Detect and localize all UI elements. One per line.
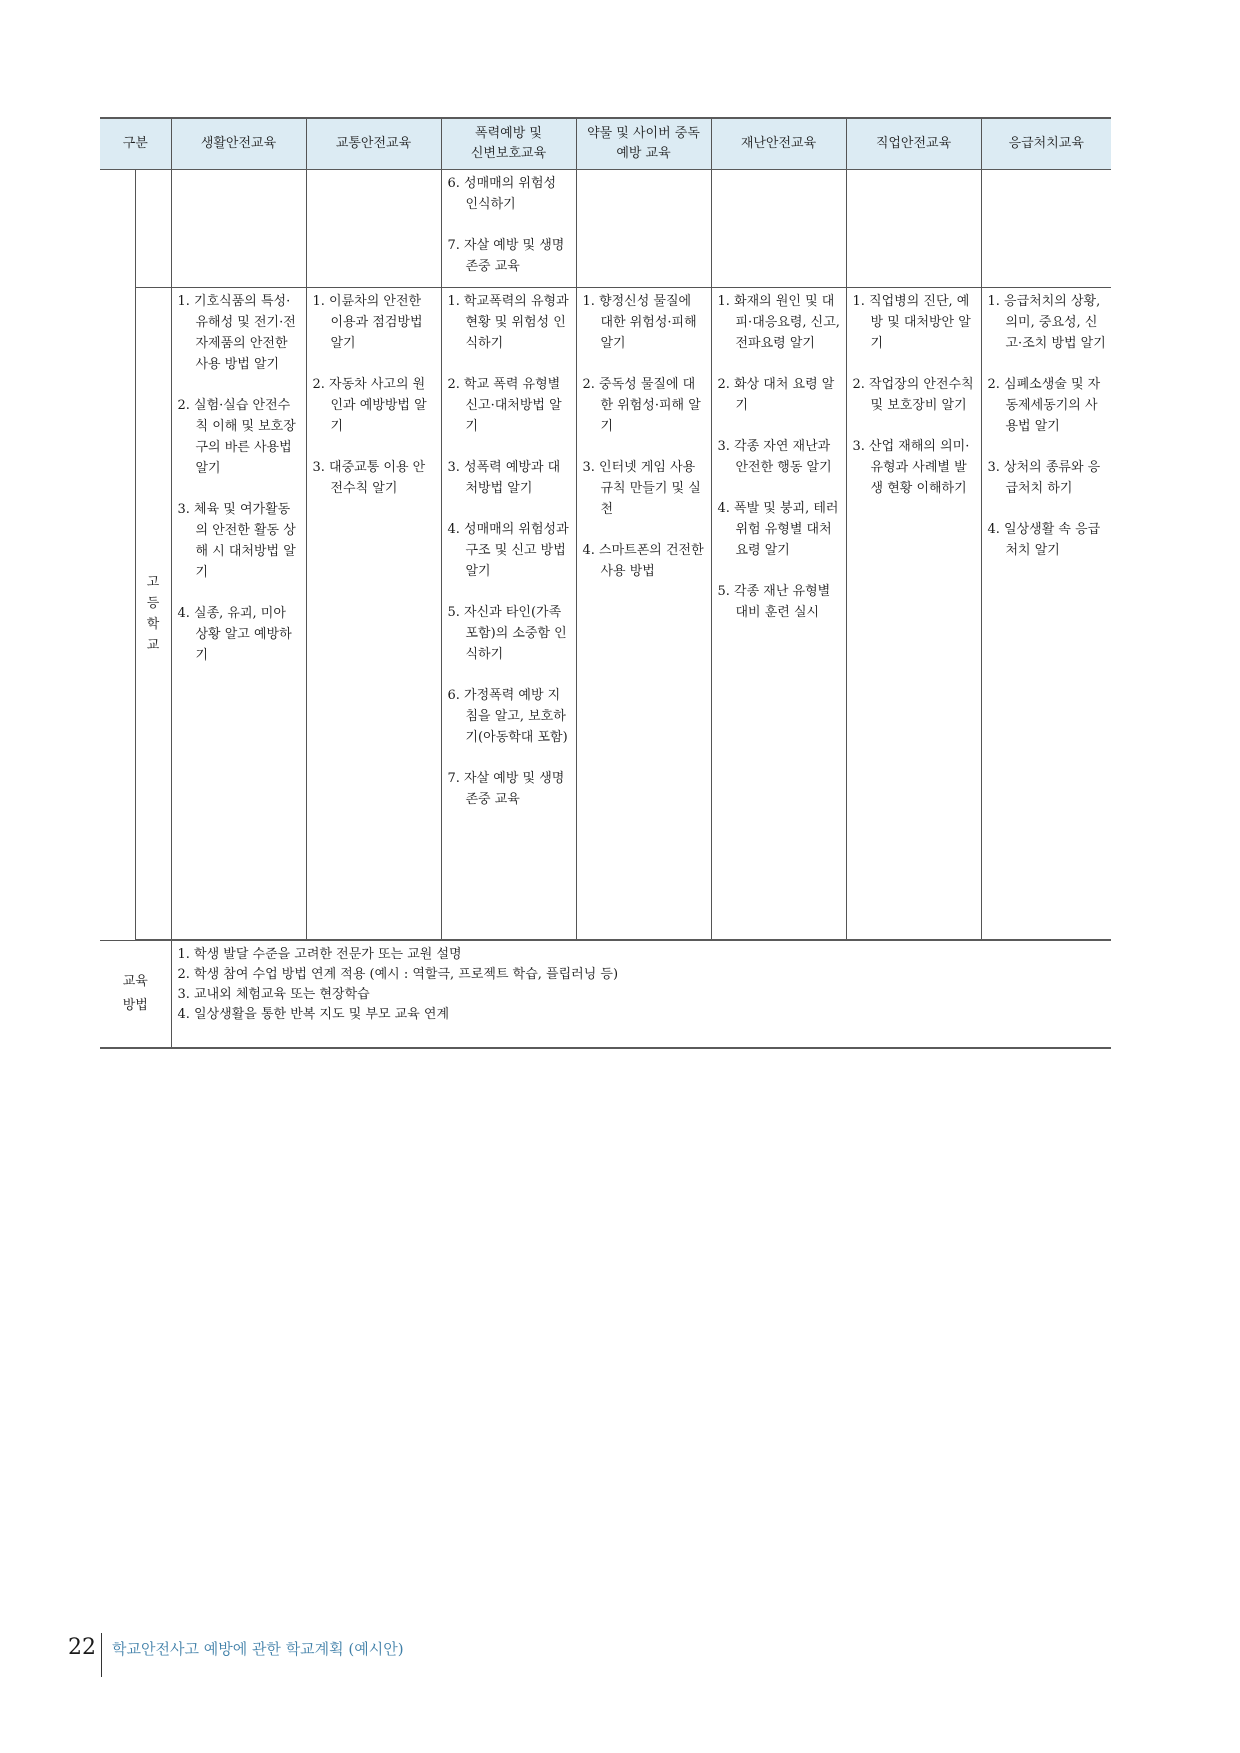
list-item: 4. 폭발 및 붕괴, 테러 위험 유형별 대처 요령 알기 [717, 501, 839, 558]
list-item: 1. 이륜차의 안전한 이용과 점검방법 알기 [312, 294, 423, 351]
method-item: 1. 학생 발달 수준을 고려한 전문가 또는 교원 설명 [177, 947, 462, 962]
header-row [100, 118, 1111, 170]
list-item: 1. 기호식품의 특성·유해성 및 전기·전자제품의 안전한 사용 방법 알기 [177, 294, 296, 372]
high-school-label [135, 288, 171, 941]
list-item: 6. 성매매의 위험성 인식하기 [447, 176, 557, 212]
header-first-aid: 응급처치교육 [981, 118, 1111, 170]
continued-col-3 [441, 170, 576, 288]
page-number: 22 [68, 1635, 96, 1660]
education-method-label: 교육 방법 [100, 940, 171, 1048]
list-item: 2. 심폐소생술 및 자동제세동기의 사용법 알기 [987, 377, 1101, 434]
method-item: 4. 일상생활을 통한 반복 지도 및 부모 교육 연계 [177, 1007, 450, 1022]
label-char: 등 [146, 595, 160, 611]
list-item: 2. 학교 폭력 유형별 신고·대처방법 알기 [447, 377, 562, 434]
list-item: 1. 학교폭력의 유형과 현황 및 위험성 인식하기 [447, 294, 569, 351]
list-item: 4. 스마트폰의 건전한 사용 방법 [582, 543, 704, 579]
continued-col-7 [981, 170, 1111, 288]
list-item: 1. 화재의 원인 및 대피·대응요령, 신고, 전파요령 알기 [717, 294, 840, 351]
header-traffic-safety: 교통안전교육 [306, 118, 441, 170]
footer-title: 학교안전사고 예방에 관한 학교계획 (예시안) [112, 1640, 404, 1658]
hs-life-safety [171, 288, 306, 941]
list-item: 5. 각종 재난 유형별 대비 훈련 실시 [717, 584, 831, 620]
hs-traffic-safety [306, 288, 441, 941]
continued-col-4 [576, 170, 711, 288]
list-item: 1. 향정신성 물질에 대한 위험성·피해 알기 [582, 294, 697, 351]
list-item: 3. 상처의 종류와 응급처치 하기 [987, 460, 1101, 496]
list-item: 6. 가정폭력 예방 지침을 알고, 보호하기(아동학대 포함) [447, 688, 568, 745]
method-item: 3. 교내외 체험교육 또는 현장학습 [177, 987, 370, 1002]
hs-first-aid [981, 288, 1111, 941]
label-char: 교 [146, 637, 160, 653]
header-disaster-safety: 재난안전교육 [711, 118, 846, 170]
continued-school-label [135, 170, 171, 288]
list-item: 2. 화상 대처 요령 알기 [717, 377, 835, 413]
education-method-row [100, 940, 1111, 1048]
list-item: 4. 성매매의 위험성과 구조 및 신고 방법 알기 [447, 522, 569, 579]
method-item: 2. 학생 참여 수업 방법 연계 적용 (예시 : 역할극, 프로젝트 학습, 플립러닝 등) [177, 967, 619, 982]
label-char: 학 [146, 616, 160, 632]
hs-violence-prevention [441, 288, 576, 941]
list-item: 1. 응급처치의 상황, 의미, 중요성, 신고·조치 방법 알기 [987, 294, 1106, 351]
high-school-row [100, 288, 1111, 941]
list-item: 5. 자신과 타인(가족 포함)의 소중함 인식하기 [447, 605, 567, 662]
list-item: 2. 작업장의 안전수칙 및 보호장비 알기 [852, 377, 974, 413]
list-item: 2. 실험·실습 안전수칙 이해 및 보호장구의 바른 사용법 알기 [177, 398, 296, 476]
continued-col-6 [846, 170, 981, 288]
header-life-safety: 생활안전교육 [171, 118, 306, 170]
list-item: 1. 직업병의 진단, 예방 및 대처방안 알기 [852, 294, 971, 351]
header-occupational-safety: 직업안전교육 [846, 118, 981, 170]
list-item: 2. 자동차 사고의 원인과 예방방법 알기 [312, 377, 427, 434]
list-item: 3. 각종 자연 재난과 안전한 행동 알기 [717, 439, 832, 475]
continued-col-2 [306, 170, 441, 288]
safety-plan-table [100, 117, 1111, 1049]
list-item: 4. 실종, 유괴, 미아 상황 알고 예방하기 [177, 606, 292, 663]
hs-occupational-safety [846, 288, 981, 941]
footer-divider [101, 1633, 102, 1677]
list-item: 3. 체육 및 여가활동의 안전한 활동 상해 시 대처방법 알기 [177, 502, 296, 580]
continued-col-1 [171, 170, 306, 288]
continued-col-5 [711, 170, 846, 288]
header-violence-prevention: 폭력예방 및 신변보호교육 [441, 118, 576, 170]
list-item: 4. 일상생활 속 응급처치 알기 [987, 522, 1101, 558]
header-addiction-prevention: 약물 및 사이버 중독 예방 교육 [576, 118, 711, 170]
category-side-blank [100, 170, 135, 941]
list-item: 3. 인터넷 게임 사용 규칙 만들기 및 실천 [582, 460, 701, 517]
hs-disaster-safety [711, 288, 846, 941]
continued-row [100, 170, 1111, 288]
label-char: 고 [146, 574, 160, 590]
education-method-list [171, 940, 1111, 1048]
list-item: 3. 산업 재해의 의미·유형과 사례별 발생 현황 이해하기 [852, 439, 970, 496]
list-item: 3. 대중교통 이용 안전수칙 알기 [312, 460, 426, 496]
list-item: 3. 성폭력 예방과 대처방법 알기 [447, 460, 561, 496]
list-item: 7. 자살 예방 및 생명존중 교육 [447, 238, 565, 274]
list-item: 7. 자살 예방 및 생명존중 교육 [447, 771, 565, 807]
hs-addiction-prevention [576, 288, 711, 941]
list-item: 2. 중독성 물질에 대한 위험성·피해 알기 [582, 377, 701, 434]
header-category: 구분 [100, 118, 171, 170]
